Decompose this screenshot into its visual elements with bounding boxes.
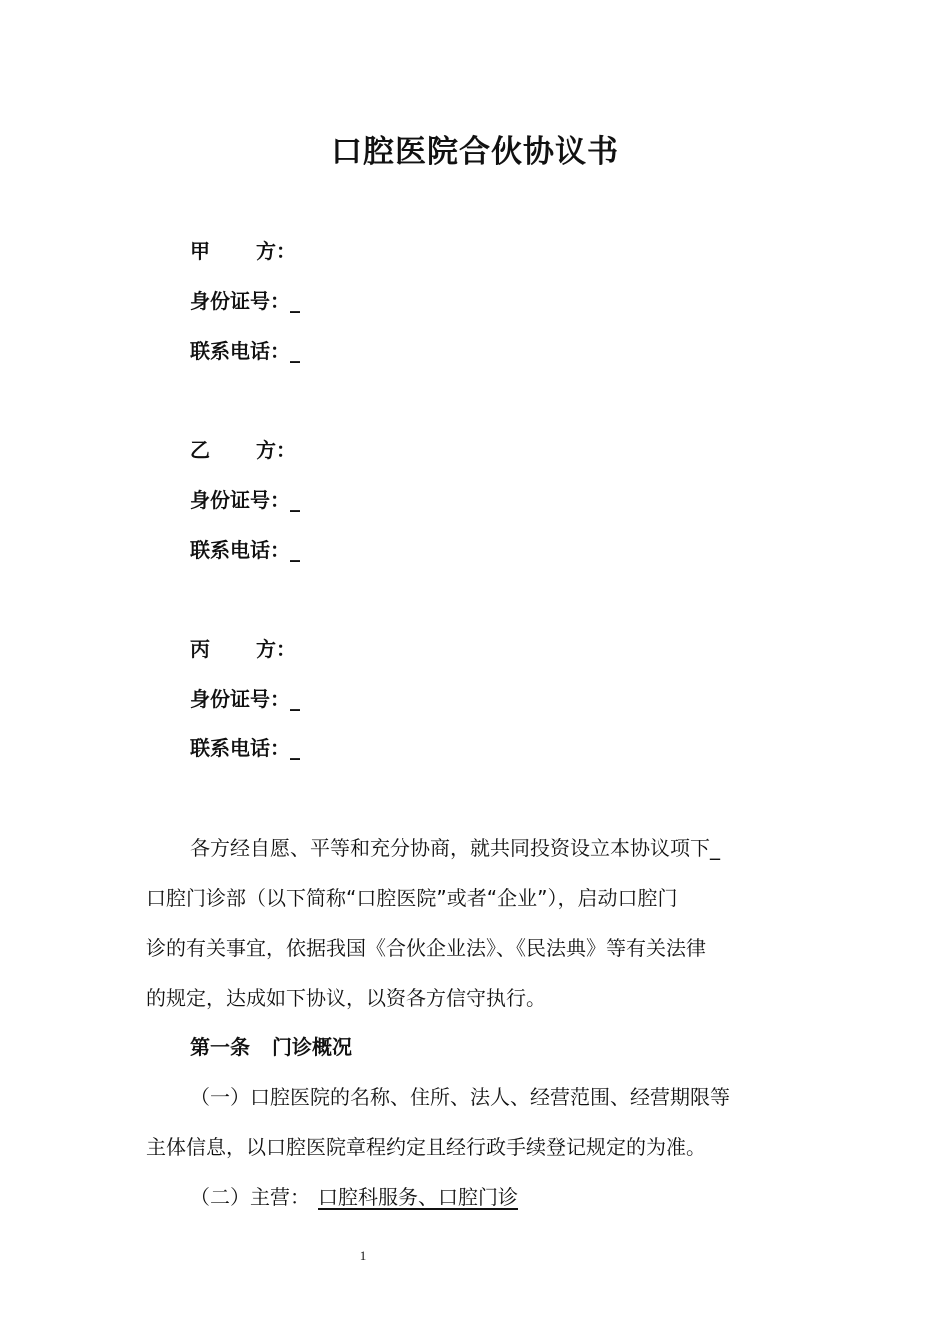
document-title: 口腔医院合伙协议书 (331, 134, 619, 170)
party-a-name-suffix: 方： (256, 239, 296, 263)
clause-1-line-2: 主体信息，以口腔医院章程约定且经行政手续登记规定的为准。 (146, 1135, 706, 1159)
page-number: 1 (359, 1248, 367, 1263)
party-b-name: 乙 (190, 438, 210, 462)
party-a-name-line (190, 236, 296, 266)
preamble-line-3: 诊的有关事宜，依据我国《合伙企业法》、《民法典》等有关法律 (146, 936, 706, 960)
party-b-name-line (190, 435, 296, 465)
preamble-paragraph (146, 823, 808, 1023)
party-a-id-line: 身份证号：_ (190, 289, 300, 313)
party-c-name-line (190, 634, 296, 664)
party-c-id-line: 身份证号：_ (190, 687, 300, 711)
party-b-phone-line: 联系电话：_ (190, 538, 300, 562)
party-b-name-suffix: 方： (256, 438, 296, 462)
party-a-phone-line: 联系电话：_ (190, 339, 300, 363)
party-c-phone-line: 联系电话：_ (190, 736, 300, 760)
clause-1-line-1: （一）口腔医院的名称、住所、法人、经营范围、经营期限等 (190, 1085, 730, 1109)
party-c-name-suffix: 方： (256, 637, 296, 661)
article-1-title: 门诊概况 (272, 1035, 352, 1059)
clause-2-value: 口腔科服务、口腔门诊 (318, 1185, 518, 1209)
article-1-number: 第一条 (190, 1035, 250, 1059)
article-1-clause-1 (146, 1072, 808, 1172)
article-1-clause-2 (190, 1182, 518, 1212)
preamble-line-2: 口腔门诊部（以下简称“口腔医院”或者“企业”），启动口腔门 (146, 886, 678, 910)
party-a-name: 甲 (190, 239, 210, 263)
party-b-id-line: 身份证号：_ (190, 488, 300, 512)
clause-2-label: （二）主营： (190, 1185, 310, 1209)
preamble-line-1: 各方经自愿、平等和充分协商，就共同投资设立本协议项下_ (190, 836, 720, 860)
article-1-heading (190, 1032, 352, 1062)
preamble-line-4: 的规定，达成如下协议，以资各方信守执行。 (146, 986, 546, 1010)
party-c-name: 丙 (190, 637, 210, 661)
